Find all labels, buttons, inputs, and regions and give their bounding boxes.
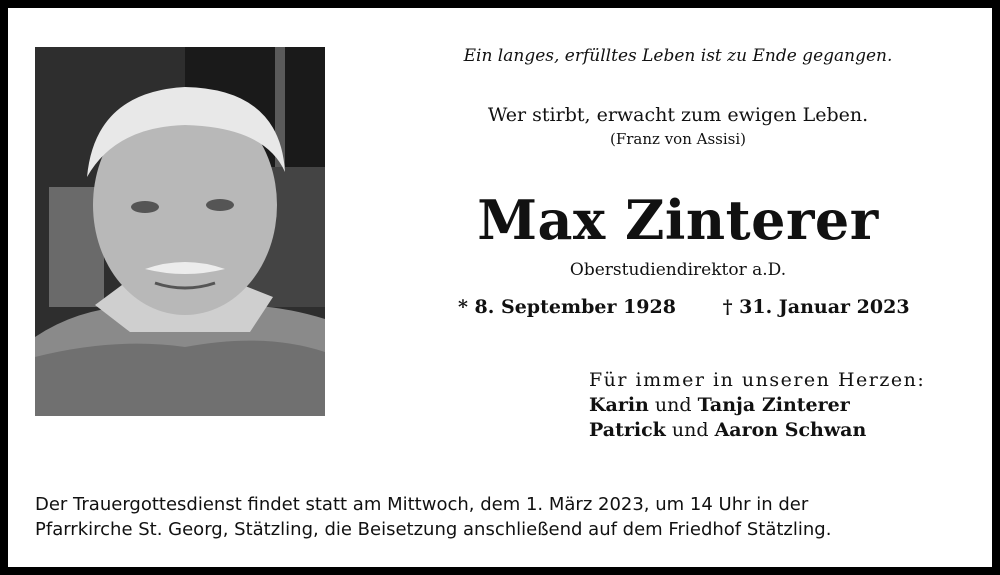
mourner-connector: und bbox=[654, 394, 692, 416]
service-line-2: Pfarrkirche St. Georg, Stätzling, die Beisetzung anschließend auf dem Friedhof Stätzling. bbox=[35, 519, 832, 540]
mourner-name: Aaron Schwan bbox=[714, 419, 867, 441]
mourner-name: Karin bbox=[589, 394, 649, 416]
motto: Ein langes, erfülltes Leben ist zu Ende gegangen. bbox=[463, 46, 893, 66]
service-line-1: Der Trauergottesdienst findet statt am Mittwoch, dem 1. März 2023, um 14 Uhr in der bbox=[35, 494, 809, 515]
mourners-block bbox=[589, 368, 925, 443]
mourner-name: Patrick bbox=[589, 419, 666, 441]
death-date: † 31. Januar 2023 bbox=[722, 296, 910, 318]
mourners-line-1 bbox=[589, 393, 925, 418]
mourner-name: Tanja Zinterer bbox=[697, 394, 850, 416]
quote-author: (Franz von Assisi) bbox=[609, 130, 746, 148]
deceased-title: Oberstudiendirektor a.D. bbox=[569, 260, 787, 280]
obituary-card bbox=[8, 8, 992, 567]
portrait-image bbox=[35, 47, 325, 416]
life-dates bbox=[458, 296, 910, 318]
mourners-line-2 bbox=[589, 418, 925, 443]
mourners-lead: Für immer in unseren Herzen: bbox=[589, 369, 926, 391]
service-info bbox=[35, 492, 975, 542]
deceased-name: Max Zinterer bbox=[477, 188, 879, 252]
birth-date: * 8. September 1928 bbox=[458, 296, 676, 318]
quote: Wer stirbt, erwacht zum ewigen Leben. bbox=[487, 104, 869, 126]
mourner-connector: und bbox=[671, 419, 709, 441]
portrait-photo bbox=[35, 47, 325, 416]
